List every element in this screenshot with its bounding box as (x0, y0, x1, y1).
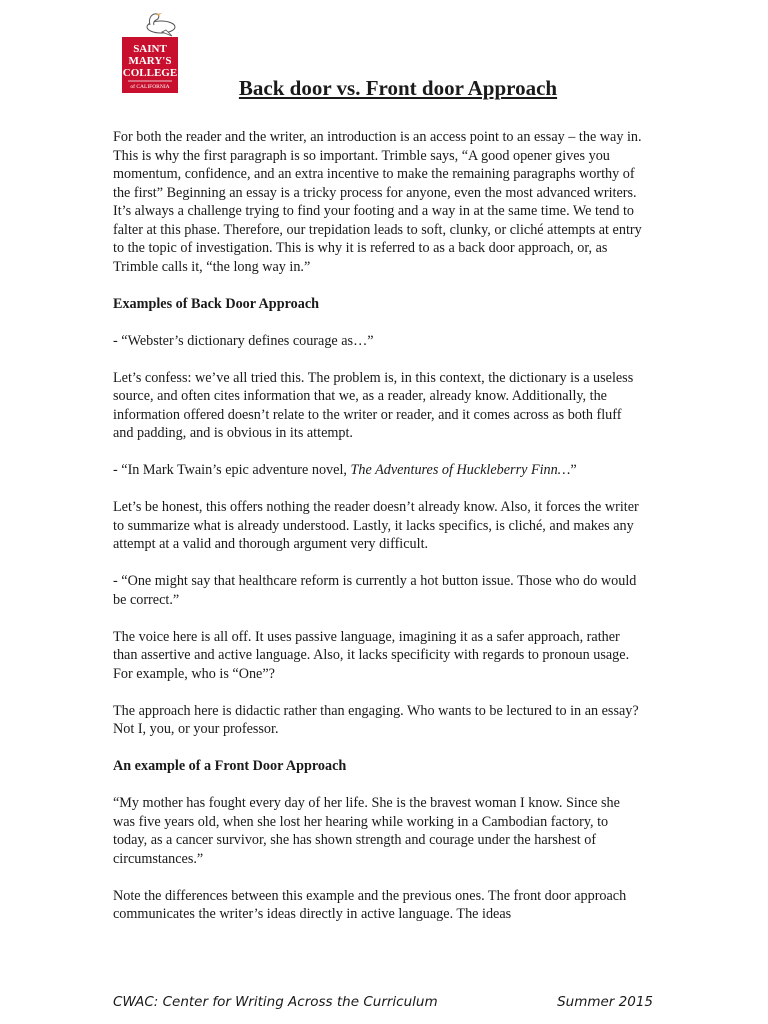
logo-line1: SAINT (133, 43, 167, 55)
logo-line4: of CALIFORNIA (130, 84, 170, 90)
document-body (113, 128, 643, 942)
intro-paragraph: For both the reader and the writer, an introduction is an access point to an essay – the way in. This is why the first paragraph is so important. Trimble says, “A good opener gives you momentum, confidence, and an extra incentive to make the remaining paragraphs worthy of the first” Beginning an essay is a tricky process for anyone, even the most advanced writers. It’s always a challenge trying to find your footing and a way in at the same time. We tend to falter at this phase. Therefore, our trepidation leads to soft, clunky, or cliché attempts at entry to the topic of investigation. This is why it is referred to as a back door approach, or, as Trimble calls it, “the long way in.” (113, 129, 642, 275)
example-2-comment: Let’s be honest, this offers nothing the reader doesn’t already know. Also, it forces the writer to summarize what is already understood. Lastly, it lacks specifics, is cliché, and makes any attempt at a valid and thorough argument very difficult. (113, 499, 639, 552)
example-2-quote-post: ” (570, 462, 577, 478)
example-3-comment-2: The approach here is didactic rather than engaging. Who wants to be lectured to in an essay? Not I, you, or your professor. (113, 702, 639, 737)
front-door-quote: “My mother has fought every day of her life. She is the bravest woman I know. Since she was five years old, when she lost her hearing while working in a Cambodian factory, to today, as a cancer survivor, she has shown strength and courage under the harshest of circumstances.” (113, 795, 620, 867)
note-paragraph: Note the differences between this example and the previous ones. The front door approach communicates the writer’s ideas directly in active language. The ideas (113, 887, 627, 922)
example-1-comment: Let’s confess: we’ve all tried this. The problem is, in this context, the dictionary is a useless source, and often cites information that we, as a reader, already know. Additionally, the information offered doesn’t relate to the writer or reader, and it comes across as both fluff and padding, and is obvious in its attempt. (113, 369, 634, 441)
book-title: The Adventures of Huckleberry Finn… (350, 462, 571, 478)
logo-line2: MARY'S (128, 55, 172, 67)
logo-line3: COLLEGE (122, 67, 178, 79)
example-3-comment-1: The voice here is all off. It uses passive language, imagining it as a safer approach, rather than assertive and active language. Also, it lacks specificity with regards to pronoun usage. For example, who is “One”? (113, 628, 630, 682)
footer-left: CWAC: Center for Writing Across the Curriculum (113, 994, 438, 1010)
footer-right: Summer 2015 (557, 994, 653, 1010)
example-2-quote-pre: - “In Mark Twain’s epic adventure novel, (113, 462, 351, 478)
back-door-heading: Examples of Back Door Approach (113, 295, 320, 312)
example-2-quote (113, 461, 643, 480)
example-3-quote: - “One might say that healthcare reform is currently a hot button issue. Those who do would be correct.” (113, 573, 637, 608)
example-1-quote: - “Webster’s dictionary defines courage as…” (113, 332, 374, 349)
page-title: Back door vs. Front door Approach (238, 76, 558, 100)
front-door-heading: An example of a Front Door Approach (113, 758, 347, 774)
page-footer (113, 994, 653, 1010)
